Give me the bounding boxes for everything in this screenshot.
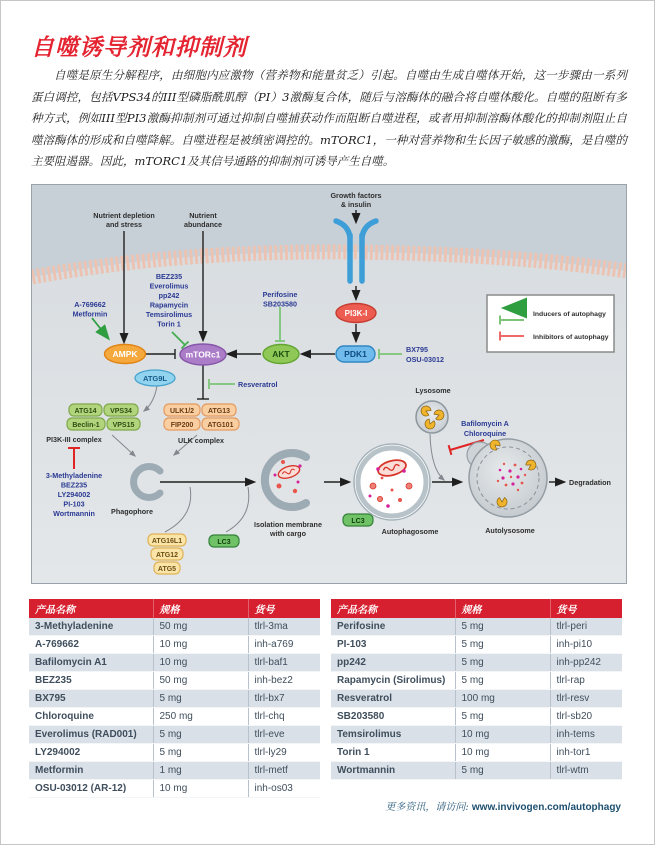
svg-text:LC3: LC3 (217, 539, 231, 546)
svg-text:Beclin-1: Beclin-1 (72, 422, 100, 429)
drug-osu03012: OSU-03012 (406, 355, 444, 364)
table-row (29, 654, 320, 672)
node-akt (263, 345, 299, 364)
product-name-cell: Torin 1 (331, 744, 455, 762)
product-table-right (331, 599, 622, 780)
table-row (331, 672, 622, 690)
product-name-cell: Bafilomycin A1 (29, 654, 153, 672)
svg-text:abundance: abundance (184, 220, 222, 229)
product-name-cell: SB203580 (331, 708, 455, 726)
size-cell: 10 mg (153, 780, 248, 798)
drug-a769662: A-769662 (74, 300, 106, 309)
catalog-cell: tlrl-baf1 (248, 654, 320, 672)
svg-text:PI3K-I: PI3K-I (344, 309, 368, 318)
product-name-cell: Rapamycin (Sirolimus) (331, 672, 455, 690)
product-name-cell: Perifosine (331, 618, 455, 636)
autolysosome-shape (467, 438, 547, 517)
atg-conjugation-stack (148, 534, 186, 574)
drug-pp242: pp242 (158, 291, 180, 300)
table-row (331, 654, 622, 672)
catalog-cell: tlrl-resv (550, 690, 622, 708)
footer-note (385, 798, 621, 813)
size-cell: 5 mg (455, 636, 550, 654)
label-ulk-complex: ULK complex (178, 436, 224, 445)
table-row (331, 708, 622, 726)
svg-text:VPS15: VPS15 (112, 422, 135, 429)
legend-inducers-label: Inducers of autophagy (533, 311, 606, 318)
drug-metformin: Metformin (72, 309, 108, 319)
svg-text:ATG13: ATG13 (207, 408, 231, 415)
legend-inhibitors-label: Inhibitors of autophagy (533, 334, 609, 341)
svg-text:FIP200: FIP200 (170, 422, 194, 429)
table-header-row (29, 599, 320, 618)
product-table-left (29, 599, 320, 798)
catalog-cell: inh-a769 (248, 636, 320, 654)
product-name-cell: 3-Methyladenine (29, 618, 153, 636)
svg-text:with cargo: with cargo (270, 529, 306, 538)
label-phagophore: Phagophore (111, 507, 153, 516)
label-growth-factors: Growth factors (330, 191, 382, 200)
node-mtorc1 (180, 344, 226, 365)
catalog-cell: tlrl-bx7 (248, 690, 320, 708)
svg-text:ATG14: ATG14 (74, 408, 97, 415)
table-row (29, 672, 320, 690)
catalog-cell: tlrl-sb20 (550, 708, 622, 726)
col-header-product-name: 产品名称 (331, 599, 455, 618)
node-pdk1 (336, 346, 375, 362)
svg-text:ATG9L: ATG9L (142, 374, 168, 383)
catalog-cell: tlrl-chq (248, 708, 320, 726)
catalog-cell: inh-pp242 (550, 654, 622, 672)
footer-prefix: 更多资讯，请访问: (385, 802, 472, 813)
table-row (331, 636, 622, 654)
table-row (29, 780, 320, 798)
product-name-cell: LY294002 (29, 744, 153, 762)
catalog-cell: inh-os03 (248, 780, 320, 798)
size-cell: 10 mg (455, 726, 550, 744)
drug-bez235: BEZ235 (155, 272, 183, 281)
node-atg9l (135, 370, 175, 386)
drug-rapamycin: Rapamycin (149, 300, 189, 310)
svg-text:ULK1/2: ULK1/2 (169, 408, 195, 415)
catalog-cell: inh-pi10 (550, 636, 622, 654)
product-name-cell: Chloroquine (29, 708, 153, 726)
table-row (29, 618, 320, 636)
drug-chloroquine: Chloroquine (463, 429, 507, 438)
footer-url: www.invivogen.com/autophagy (471, 802, 621, 813)
svg-text:AKT: AKT (272, 349, 290, 359)
col-header-catalog: 货号 (248, 599, 320, 618)
size-cell: 50 mg (153, 672, 248, 690)
drug-sb203580: SB203580 (263, 299, 297, 309)
legend-box (487, 295, 614, 352)
label-nutrient-depletion: Nutrient depletion (93, 211, 155, 220)
table-row (331, 762, 622, 780)
drug-bafilomycin: Bafilomycin A (461, 419, 509, 428)
catalog-cell: tlrl-wtm (550, 762, 622, 780)
svg-text:and stress: and stress (106, 220, 142, 229)
product-name-cell: Metformin (29, 762, 153, 780)
lc3-box-free (209, 535, 239, 547)
size-cell: 100 mg (455, 690, 550, 708)
product-name-cell: BX795 (29, 690, 153, 708)
label-isolation-membrane: Isolation membrane (254, 520, 322, 529)
size-cell: 5 mg (455, 618, 550, 636)
catalog-cell: inh-bez2 (248, 672, 320, 690)
catalog-cell: tlrl-eve (248, 726, 320, 744)
label-autolysosome: Autolysosome (485, 526, 535, 535)
svg-text:ATG101: ATG101 (207, 422, 234, 429)
table-row (331, 744, 622, 762)
drug-resveratrol: Resveratrol (238, 380, 278, 389)
size-cell: 10 mg (455, 744, 550, 762)
label-lysosome: Lysosome (415, 386, 451, 395)
table-row (29, 726, 320, 744)
product-name-cell: PI-103 (331, 636, 455, 654)
product-name-cell: pp242 (331, 654, 455, 672)
drug-bx795: BX795 (406, 345, 428, 354)
catalog-cell: tlrl-ly29 (248, 744, 320, 762)
svg-text:PDK1: PDK1 (344, 349, 367, 359)
svg-text:& insulin: & insulin (340, 200, 372, 209)
label-degradation: Degradation (569, 478, 611, 487)
table-row (29, 744, 320, 762)
product-name-cell: Resveratrol (331, 690, 455, 708)
col-header-product-name: 产品名称 (29, 599, 153, 618)
product-name-cell: Wortmannin (331, 762, 455, 780)
node-pi3k1 (336, 304, 376, 323)
catalog-cell: tlrl-peri (550, 618, 622, 636)
svg-text:VPS34: VPS34 (110, 408, 132, 415)
page-title: 自噬诱导剂和抑制剂 (31, 34, 247, 61)
size-cell: 5 mg (455, 762, 550, 780)
size-cell: 5 mg (455, 654, 550, 672)
size-cell: 5 mg (153, 726, 248, 744)
size-cell: 50 mg (153, 618, 248, 636)
label-autophagosome: Autophagosome (381, 527, 439, 536)
size-cell: 5 mg (455, 672, 550, 690)
table-row (331, 690, 622, 708)
size-cell: 10 mg (153, 636, 248, 654)
svg-text:ATG12: ATG12 (155, 552, 179, 559)
product-name-cell: Everolimus (RAD001) (29, 726, 153, 744)
table-row (29, 708, 320, 726)
product-name-cell: OSU-03012 (AR-12) (29, 780, 153, 798)
lc3-box-autophagosome (343, 514, 373, 526)
autophagy-pathway-diagram (31, 184, 627, 584)
table-row (331, 618, 622, 636)
col-header-size: 规格 (153, 599, 248, 618)
svg-text:AMPK: AMPK (112, 349, 138, 359)
svg-text:LC3: LC3 (351, 518, 365, 525)
catalog-cell: tlrl-rap (550, 672, 622, 690)
size-cell: 5 mg (455, 708, 550, 726)
product-name-cell: Temsirolimus (331, 726, 455, 744)
drug-ly294002: LY294002 (57, 490, 91, 499)
drug-pi103: PI-103 (63, 499, 85, 509)
label-pi3k3-complex: PI3K-III complex (46, 435, 102, 444)
drug-wortmannin: Wortmannin (53, 509, 95, 518)
table-row (29, 636, 320, 654)
table-row (331, 726, 622, 744)
drug-temsirolimus: Temsirolimus (145, 310, 193, 319)
svg-text:ATG16L1: ATG16L1 (151, 538, 183, 545)
label-nutrient-abundance: Nutrient (189, 211, 217, 220)
table-row (29, 762, 320, 780)
size-cell: 5 mg (153, 690, 248, 708)
size-cell: 10 mg (153, 654, 248, 672)
catalog-cell: tlrl-3ma (248, 618, 320, 636)
drug-everolimus: Everolimus (149, 281, 189, 291)
drug-3methyladenine: 3-Methyladenine (45, 471, 103, 480)
col-header-catalog: 货号 (550, 599, 622, 618)
size-cell: 1 mg (153, 762, 248, 780)
intro-paragraph: 自噬是原生分解程序，由细胞内应激物（营养物和能量贫乏）引起。自噬由生成自噬体开始，这一步骤由一系列蛋白调控，包括VPS34的III型磷脂酰肌醇（PI）3激酶复合体，随后与溶酶体的融合将自噬体酸化。自噬的阻断有多种方式，例如III型PI3激酶抑制剂可通过抑制自噬捕获动作而阻断自噬进程，或者用抑制溶酶体酸化的抑制剂阻止自噬溶酶体的形成和自噬降解。自噬进程是被缜密调控的。mTORC1，一种对营养物和生长因子敏感的激酶，是自噬的主要阻遏器。因此，mTORC1及其信号通路的抑制剂可诱导产生自噬。 (31, 68, 627, 168)
product-name-cell: BEZ235 (29, 672, 153, 690)
autophagosome-shape (354, 444, 430, 520)
size-cell: 250 mg (153, 708, 248, 726)
drug-torin1: Torin 1 (157, 319, 181, 329)
svg-text:mTORc1: mTORc1 (185, 349, 221, 360)
lysosome-shape (416, 401, 448, 433)
svg-text:ATG5: ATG5 (157, 566, 177, 573)
col-header-size: 规格 (455, 599, 550, 618)
product-name-cell: A-769662 (29, 636, 153, 654)
table-header-row (331, 599, 622, 618)
catalog-cell: inh-tor1 (550, 744, 622, 762)
drug-bez235-2: BEZ235 (60, 480, 88, 490)
catalog-cell: inh-tems (550, 726, 622, 744)
table-row (29, 690, 320, 708)
catalog-cell: tlrl-metf (248, 762, 320, 780)
drug-perifosine: Perifosine (262, 290, 298, 299)
size-cell: 5 mg (153, 744, 248, 762)
node-ampk (105, 345, 146, 364)
